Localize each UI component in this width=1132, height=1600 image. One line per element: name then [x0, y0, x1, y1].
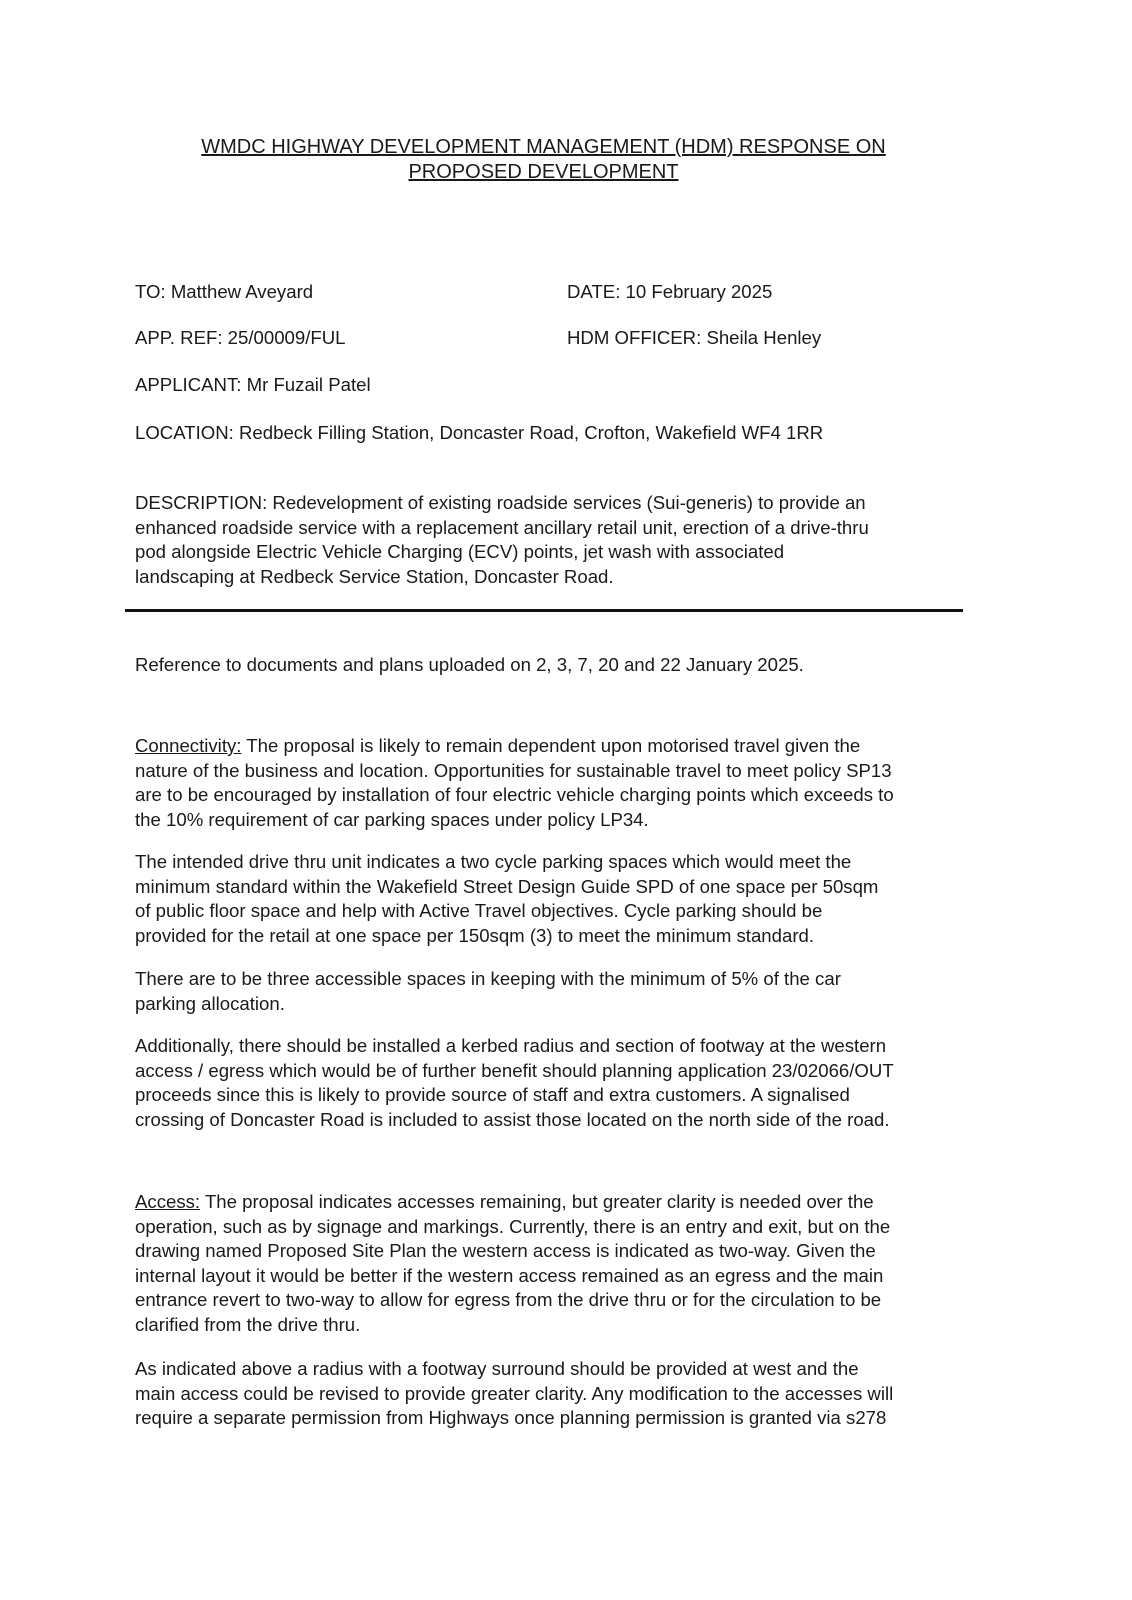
text-line: clarified from the drive thru.	[135, 1313, 361, 1335]
text-line: Additionally, there should be installed a kerbed radius and section of footway at the western	[135, 1035, 887, 1056]
text-line: operation, such as by signage and markings. Currently, there is an entry and exit, but on the	[135, 1215, 891, 1237]
title-line: WMDC HIGHWAY DEVELOPMENT MANAGEMENT (HDM) RESPONSE ON	[201, 136, 886, 158]
text-line: the 10% requirement of car parking spaces under policy LP34.	[135, 808, 649, 830]
text-line: proceeds since this is likely to provide source of staff and extra customers. A signalised	[135, 1084, 850, 1106]
location-field: LOCATION: Redbeck Filling Station, Doncaster Road, Crofton, Wakefield WF4 1RR	[135, 422, 824, 443]
text-line: enhanced roadside service with a replacement ancillary retail unit, erection of a drive-thru	[135, 516, 869, 538]
officer-field: HDM OFFICER: Sheila Henley	[567, 327, 822, 348]
radius-paragraph	[135, 1357, 893, 1431]
document-title	[0, 135, 1087, 185]
text-line: There are to be three accessible spaces in keeping with the minimum of 5% of the car	[135, 968, 841, 989]
title-line: PROPOSED DEVELOPMENT	[408, 161, 679, 183]
text-line: drawing named Proposed Site Plan the western access is indicated as two-way. Given the	[135, 1240, 876, 1262]
text-line: are to be encouraged by installation of four electric vehicle charging points which exceeds to	[135, 784, 894, 806]
access-heading: Access:	[135, 1191, 201, 1212]
text-line: The intended drive thru unit indicates a two cycle parking spaces which would meet the	[135, 851, 852, 872]
reference-paragraph: Reference to documents and plans uploaded on 2, 3, 7, 20 and 22 January 2025.	[135, 654, 804, 675]
text-line: internal layout it would be better if the western access remained as an egress and the main	[135, 1264, 884, 1286]
cycle-parking-paragraph	[135, 850, 878, 948]
text-line: The proposal indicates accesses remaining, but greater clarity is needed over the	[200, 1191, 874, 1212]
text-line: minimum standard within the Wakefield Street Design Guide SPD of one space per 50sqm	[135, 875, 879, 897]
date-field: DATE: 10 February 2025	[567, 281, 773, 302]
accessible-spaces-paragraph	[135, 967, 841, 1016]
applicant-field: APPLICANT: Mr Fuzail Patel	[135, 374, 371, 395]
text-line: access / egress which would be of further benefit should planning application 23/02066/OUT	[135, 1059, 894, 1081]
description-field	[135, 491, 869, 589]
text-line: landscaping at Redbeck Service Station, Doncaster Road.	[135, 565, 614, 587]
text-line: parking allocation.	[135, 992, 285, 1014]
text-line: main access could be revised to provide greater clarity. Any modification to the accesses will	[135, 1382, 894, 1404]
connectivity-heading: Connectivity:	[135, 735, 242, 756]
text-line: nature of the business and location. Opportunities for sustainable travel to meet policy SP13	[135, 759, 892, 781]
text-line: As indicated above a radius with a footway surround should be provided at west and the	[135, 1358, 859, 1379]
app-ref-field: APP. REF: 25/00009/FUL	[135, 327, 346, 348]
connectivity-paragraph	[135, 734, 894, 832]
access-paragraph	[135, 1190, 890, 1338]
to-field: TO: Matthew Aveyard	[135, 281, 314, 302]
horizontal-divider	[125, 609, 963, 612]
text-line: crossing of Doncaster Road is included to assist those located on the north side of the road.	[135, 1108, 890, 1130]
text-line: provided for the retail at one space per 150sqm (3) to meet the minimum standard.	[135, 924, 815, 946]
text-line: DESCRIPTION: Redevelopment of existing roadside services (Sui-generis) to provide an	[135, 492, 866, 513]
text-line: entrance revert to two-way to allow for egress from the drive thru or for the circulation to be	[135, 1289, 882, 1311]
text-line: of public floor space and help with Active Travel objectives. Cycle parking should be	[135, 900, 823, 922]
footway-paragraph	[135, 1034, 894, 1132]
text-line: require a separate permission from Highways once planning permission is granted via s278	[135, 1407, 887, 1429]
text-line: The proposal is likely to remain dependent upon motorised travel given the	[241, 735, 861, 756]
text-line: pod alongside Electric Vehicle Charging (ECV) points, jet wash with associated	[135, 541, 785, 563]
